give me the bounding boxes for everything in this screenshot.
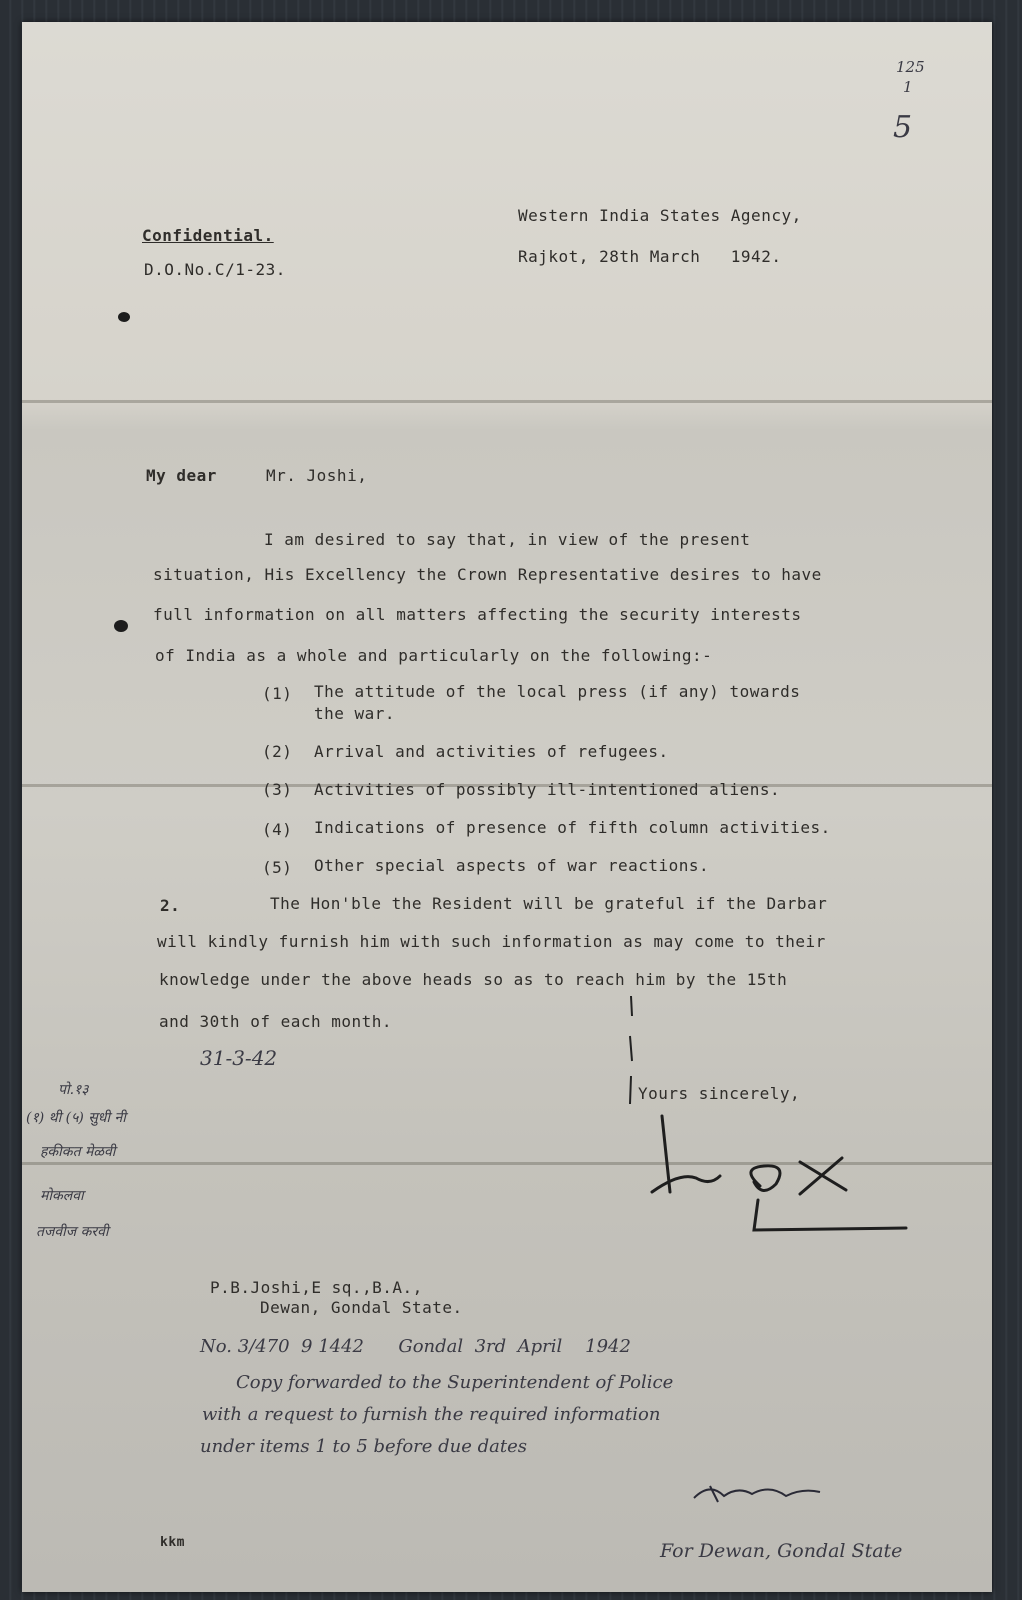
- file-number-top: 125: [896, 58, 925, 76]
- para2-line: and 30th of each month.: [159, 1012, 393, 1031]
- item-text: Arrival and activities of refugees.: [314, 742, 669, 761]
- para2-line: The Hon'ble the Resident will be grateful if the Darbar: [270, 894, 828, 913]
- endorsement-signature-drawing: [690, 1478, 850, 1508]
- file-number-mid: 1: [903, 78, 913, 96]
- typist-initials: kkm: [160, 1535, 185, 1550]
- closing-text: Yours sincerely,: [638, 1084, 801, 1103]
- para1-line: I am desired to say that, in view of the present: [264, 530, 751, 549]
- margin-note: मोकलवा: [40, 1188, 84, 1204]
- endorsement-line: under items 1 to 5 before due dates: [200, 1436, 528, 1457]
- para2-line: will kindly furnish him with such information as may come to their: [157, 932, 826, 951]
- file-number-bottom: 5: [893, 110, 913, 145]
- endorsement-line: No. 3/470 9 1442 Gondal 3rd April 1942: [200, 1336, 631, 1357]
- item-text: the war.: [314, 704, 396, 723]
- punch-hole: [114, 620, 128, 632]
- margin-note: (१) थी (५) सुधी नी: [26, 1110, 126, 1126]
- item-number: (3): [262, 780, 293, 799]
- endorsement-line: Copy forwarded to the Superintendent of Police: [236, 1372, 674, 1393]
- item-text: Indications of presence of fifth column activities.: [314, 818, 831, 837]
- item-number: (5): [262, 858, 293, 877]
- endorsement-line: with a request to furnish the required information: [202, 1404, 661, 1425]
- signature-drawing: [650, 1112, 910, 1232]
- item-text: Other special aspects of war reactions.: [314, 856, 710, 875]
- margin-note: पो.१३: [58, 1082, 89, 1098]
- item-number: (4): [262, 820, 293, 839]
- fold-crease: [22, 400, 992, 403]
- para1-line: of India as a whole and particularly on the following:-: [155, 646, 713, 665]
- endorsement-signatory: For Dewan, Gondal State: [660, 1540, 903, 1562]
- item-number: (2): [262, 742, 293, 761]
- do-number: D.O.No.C/1-23.: [144, 260, 286, 279]
- place-date: Rajkot, 28th March 1942.: [518, 247, 782, 266]
- salutation-name: Mr. Joshi,: [266, 466, 368, 485]
- item-number: (1): [262, 684, 293, 703]
- margin-note: हकीकत मेळवी: [40, 1144, 116, 1160]
- addressee-title: Dewan, Gondal State.: [260, 1298, 463, 1317]
- item-text: Activities of possibly ill-intentioned aliens.: [314, 780, 781, 799]
- para1-line: situation, His Excellency the Crown Representative desires to have: [153, 565, 822, 584]
- para1-line: full information on all matters affecting the security interests: [153, 605, 802, 624]
- agency-name: Western India States Agency,: [518, 206, 802, 225]
- margin-note: तजवीज करवी: [36, 1224, 109, 1240]
- salutation-greeting: My dear: [146, 466, 217, 485]
- item-text: The attitude of the local press (if any) towards: [314, 682, 801, 701]
- punch-hole: [118, 312, 130, 322]
- handwritten-date: 31-3-42: [200, 1046, 278, 1070]
- para2-line: knowledge under the above heads so as to reach him by the 15th: [159, 970, 788, 989]
- confidential-label: Confidential.: [142, 226, 274, 245]
- para2-number: 2.: [160, 896, 181, 915]
- pencil-mark: [626, 996, 636, 1106]
- addressee-name: P.B.Joshi,E sq.,B.A.,: [210, 1278, 423, 1297]
